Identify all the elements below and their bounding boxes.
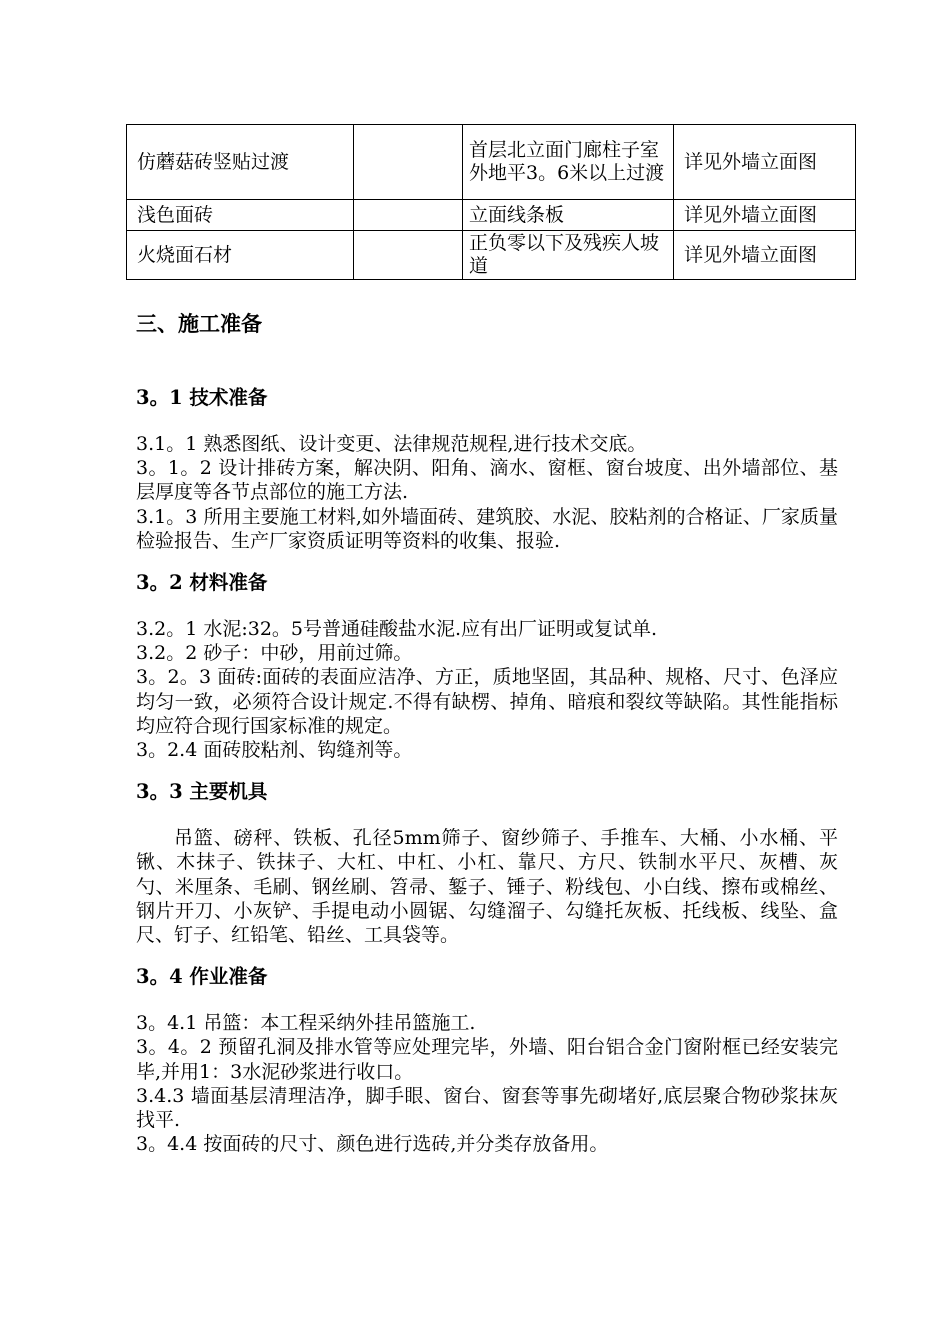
table-cell: 仿蘑菇砖竖贴过渡	[127, 125, 354, 200]
paragraph: 3。1。2 设计排砖方案，解决阴、阳角、滴水、窗框、窗台坡度、出外墙部位、基层厚度等各节点部位的施工方法.	[136, 457, 838, 504]
paragraph: 3。4。2 预留孔洞及排水管等应处理完毕，外墙、阳台铝合金门窗附框已经安装完毕,并用1：3水泥砂浆进行收口。	[136, 1036, 838, 1083]
table-cell: 首层北立面门廊柱子室外地平3。6米以上过渡	[463, 125, 674, 200]
paragraph: 3。4.4 按面砖的尺寸、颜色进行选砖,并分类存放备用。	[136, 1133, 609, 1156]
spacer	[136, 947, 838, 963]
table-cell	[354, 200, 463, 231]
subsection-heading-tools: 3。3 主要机具	[136, 780, 268, 804]
table-cell	[354, 125, 463, 200]
table-cell: 火烧面石材	[127, 231, 354, 280]
paragraph: 3。4.1 吊篮：本工程采纳外挂吊篮施工.	[136, 1012, 476, 1035]
spacer	[136, 553, 838, 569]
table-cell: 正负零以下及残疾人坡道	[463, 231, 674, 280]
spacer	[136, 762, 838, 778]
spacer	[136, 806, 838, 826]
table-cell: 详见外墙立面图	[674, 125, 856, 200]
table-cell: 浅色面砖	[127, 200, 354, 231]
subsection-heading-work-prep: 3。4 作业准备	[136, 965, 268, 989]
table-row	[127, 231, 856, 280]
subsection-heading-materials: 3。2 材料准备	[136, 571, 268, 595]
paragraph: 3.1。1 熟悉图纸、设计变更、法律规范规程,进行技术交底。	[136, 433, 647, 455]
subsection-heading-tech: 3。1 技术准备	[136, 386, 268, 409]
table-row	[127, 200, 856, 231]
materials-table	[126, 124, 856, 280]
paragraph: 3。2。3 面砖:面砖的表面应洁净、方正，质地坚固，其品种、规格、尺寸、色泽应均匀一致，必须符合设计规定.不得有缺楞、掉角、暗痕和裂纹等缺陷。其性能指标均应符合现行国家标准的规定。	[136, 666, 838, 737]
table-cell: 详见外墙立面图	[674, 200, 856, 231]
paragraph: 3.2。2 砂子：中砂，用前过筛。	[136, 642, 413, 665]
section-content	[136, 306, 838, 1156]
paragraph: 3。2.4 面砖胶粘剂、钩缝剂等。	[136, 739, 413, 762]
table-cell: 立面线条板	[463, 200, 674, 231]
spacer	[136, 342, 838, 384]
paragraph: 吊篮、磅秤、铁板、孔径5mm筛子、窗纱筛子、手推车、大桶、小水桶、平锹、木抹子、铁抹子、大杠、中杠、小杠、靠尺、方尺、铁制水平尺、灰槽、灰勺、米厘条、毛刷、钢丝刷、笤帚、錾子、锤子、粉线包、小白线、擦布或棉丝、钢片开刀、小灰铲、手提电动小圆锯、勾缝溜子、勾缝托灰板、托线板、线坠、盒尺、钉子、红铅笔、铅丝、工具袋等。	[136, 827, 838, 947]
paragraph: 3.4.3 墙面基层清理洁净，脚手眼、窗台、窗套等事先砌堵好,底层聚合物砂浆抹灰找平.	[136, 1084, 838, 1132]
spacer	[136, 412, 838, 432]
spacer	[136, 597, 838, 617]
section-heading: 三、施工准备	[136, 311, 262, 336]
table-row	[127, 125, 856, 200]
paragraph: 3.1。3 所用主要施工材料,如外墙面砖、建筑胶、水泥、胶粘剂的合格证、厂家质量检验报告、生产厂家资质证明等资料的收集、报验.	[136, 505, 838, 552]
table-cell	[354, 231, 463, 280]
table-cell: 详见外墙立面图	[674, 231, 856, 280]
spacer	[136, 991, 838, 1011]
paragraph: 3.2。1 水泥:32。5号普通硅酸盐水泥.应有出厂证明或复试单.	[136, 618, 658, 641]
